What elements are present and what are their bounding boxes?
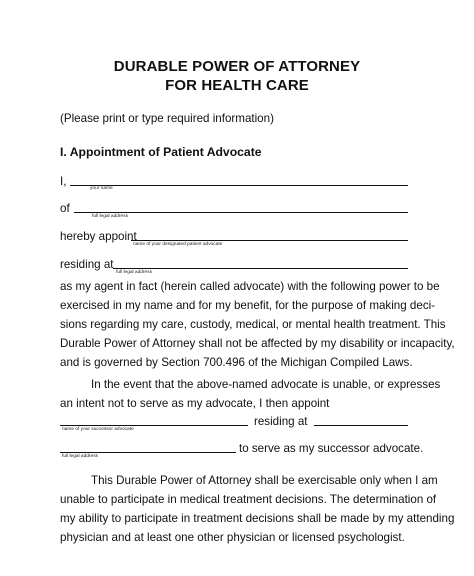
paragraph-1-line-3: sions regarding my care, custody, medical, or mental health treatment. This <box>60 318 446 331</box>
advocate-address-caption: full legal address <box>116 270 152 275</box>
paragraph-1-line-2: exercised in my name and for my benefit, for the purpose of making deci- <box>60 299 436 312</box>
paragraph-2-line-2: an intent not to serve as my advocate, I then appoint <box>60 397 330 410</box>
name-caption: your name <box>90 186 113 191</box>
name-field[interactable] <box>70 185 408 186</box>
document-title-line-1: DURABLE POWER OF ATTORNEY <box>113 58 361 75</box>
residing-label: residing at <box>60 258 114 271</box>
address-field[interactable] <box>74 212 408 213</box>
document-title-line-2: FOR HEALTH CARE <box>165 77 309 94</box>
appoint-label: hereby appoint <box>60 230 137 243</box>
address-label: of <box>60 202 70 215</box>
paragraph-1-line-4: Durable Power of Attorney shall not be affected by my disability or incapacity, <box>60 337 455 350</box>
paragraph-2-line-1: In the event that the above-named advocate is unable, or expresses <box>91 378 441 391</box>
advocate-address-field[interactable] <box>113 268 408 269</box>
section-heading: I. Appointment of Patient Advocate <box>60 145 262 159</box>
successor-name-field[interactable] <box>60 425 248 426</box>
successor-serve-text: to serve as my successor advocate. <box>239 442 424 455</box>
paragraph-3-line-1: This Durable Power of Attorney shall be exercisable only when I am <box>91 474 438 487</box>
paragraph-3-line-4: physician and at least one other physician or licensed psychologist. <box>60 531 405 544</box>
successor-address-caption: full legal address <box>62 454 98 459</box>
instruction-text: (Please print or type required information) <box>60 112 274 125</box>
successor-name-caption: name of your successor advocate <box>62 427 134 432</box>
advocate-name-caption: name of your designated patient advocate <box>133 242 223 247</box>
successor-address-field-start[interactable] <box>314 425 408 426</box>
paragraph-1-line-5: and is governed by Section 700.496 of the Michigan Compiled Laws. <box>60 356 413 369</box>
name-label: I, <box>60 175 67 188</box>
paragraph-1-line-1: as my agent in fact (herein called advocate) with the following power to be <box>60 280 440 293</box>
successor-residing-label: residing at <box>254 415 308 428</box>
paragraph-3-line-3: my ability to participate in treatment decisions shall be made by my attending <box>60 512 455 525</box>
successor-address-field[interactable] <box>60 452 236 453</box>
advocate-name-field[interactable] <box>131 240 408 241</box>
paragraph-3-line-2: unable to participate in medical treatment decisions. The determination of <box>60 493 437 506</box>
address-caption: full legal address <box>92 214 128 219</box>
